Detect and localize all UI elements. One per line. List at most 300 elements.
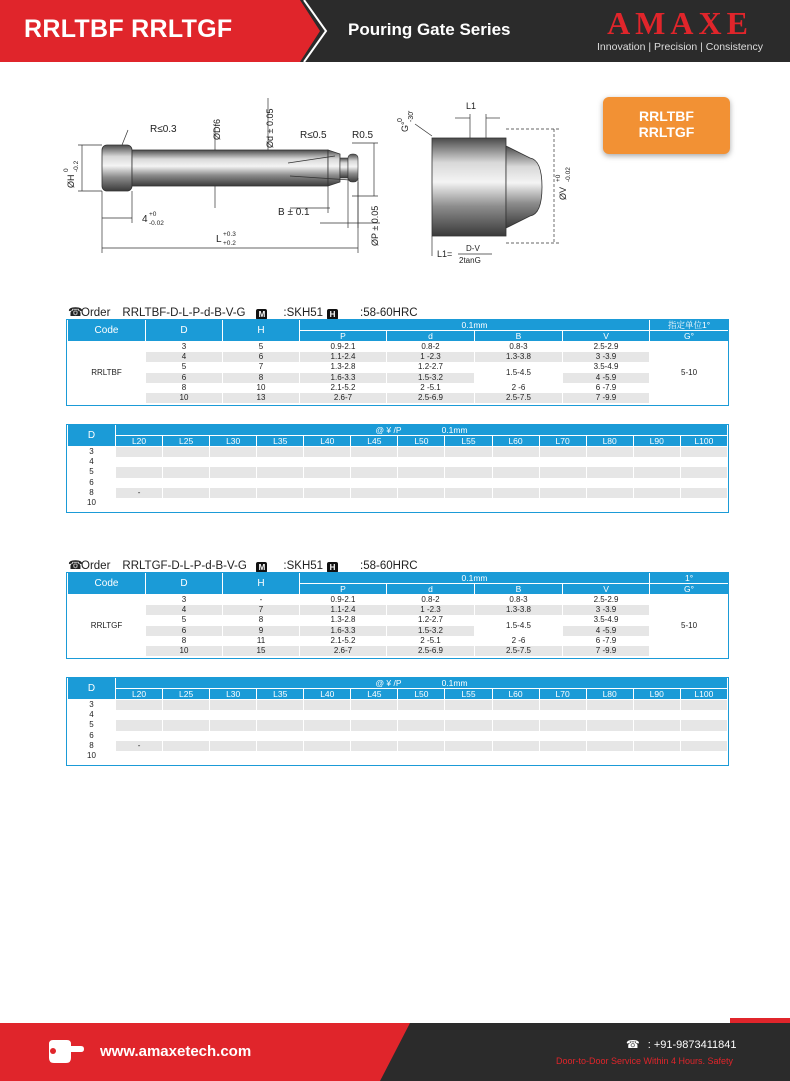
code-cell: RRLTGF: [68, 595, 146, 657]
length-col-l55: L55: [445, 436, 492, 447]
formula-lhs: L1=: [437, 249, 453, 259]
price-cell: [680, 731, 727, 741]
website-link[interactable]: www.amaxetech.com: [100, 1043, 252, 1060]
cell-d: 8: [68, 488, 116, 498]
price-cell: [304, 498, 351, 508]
price-cell: [210, 720, 257, 730]
price-cell: [492, 498, 539, 508]
price-cell: [445, 710, 492, 720]
col-v: V: [563, 584, 650, 595]
unit-header: 0.1mm: [300, 573, 650, 584]
price-cell: [398, 751, 445, 761]
price-cell: [539, 498, 586, 508]
price-cell: [351, 467, 398, 477]
price-cell: [539, 710, 586, 720]
table-row: [68, 352, 729, 362]
price-cell: [304, 488, 351, 498]
cell-h: 7: [223, 605, 300, 615]
table-row: [68, 626, 729, 636]
price-cell: [539, 457, 586, 467]
price-cell: [539, 467, 586, 477]
order-code: RRLTGF-D-L-P-d-B-V-G: [122, 560, 247, 572]
length-col-l60: L60: [492, 689, 539, 700]
price-cell: [163, 741, 210, 751]
price-cell: [398, 457, 445, 467]
page-title: RRLTBF RRLTGF: [24, 15, 233, 43]
price-cell: [492, 478, 539, 488]
price-cell: [210, 741, 257, 751]
cell-dd: 2 -5.1: [387, 636, 475, 646]
cell-dd: 0.8-2: [387, 595, 475, 606]
length-col-l25: L25: [163, 689, 210, 700]
price-cell: -: [116, 741, 163, 751]
length-col-l20: L20: [116, 436, 163, 447]
price-cell: [351, 488, 398, 498]
price-cell: [445, 447, 492, 458]
price-cell: [398, 710, 445, 720]
table-row: [68, 467, 728, 477]
cell-d: 4: [68, 457, 116, 467]
price-cell: [586, 741, 633, 751]
price-cell: [163, 478, 210, 488]
price-cell: [445, 741, 492, 751]
price-cell: [492, 731, 539, 741]
cell-d: 5: [146, 362, 223, 372]
code-cell: RRLTBF: [68, 342, 146, 404]
price-cell: [680, 720, 727, 730]
col-d: D: [68, 425, 116, 447]
dim-4-sup: +0: [149, 211, 157, 218]
cell-d: 8: [68, 741, 116, 751]
series-name: Pouring Gate Series: [348, 20, 511, 39]
col-b: B: [475, 331, 563, 342]
cell-h: 5: [223, 342, 300, 353]
price-cell: [492, 488, 539, 498]
dim-v-sub: -0.02: [565, 167, 572, 182]
technical-drawing: [60, 88, 590, 273]
dim-p: ØP ± 0.05: [370, 205, 380, 246]
price-cell: [163, 710, 210, 720]
dim-h-sub: -0.2: [73, 160, 80, 172]
dim-v: ØV: [558, 186, 568, 200]
formula-denominator: 2tanG: [459, 256, 481, 265]
cell-d: 10: [146, 393, 223, 403]
col-g: G°: [650, 584, 729, 595]
price-cell: [210, 478, 257, 488]
cell-b: 1.3-3.8: [475, 605, 563, 615]
price-cell: [445, 751, 492, 761]
price-cell: [680, 700, 727, 711]
price-cell: [586, 488, 633, 498]
cell-d: 6: [146, 373, 223, 383]
cell-b: 1.3-3.8: [475, 352, 563, 362]
cell-p: 0.9-2.1: [300, 595, 387, 606]
gate-end-view: [432, 138, 542, 236]
price-cell: [163, 751, 210, 761]
g-cell: 5-10: [650, 342, 729, 404]
price-cell: [445, 467, 492, 477]
brand-name: AMAXE: [607, 5, 753, 41]
phone-contact[interactable]: [626, 1038, 737, 1051]
cell-dd: 1.5-3.2: [387, 626, 475, 636]
order-label: Order: [81, 560, 111, 572]
price-cell: [257, 751, 304, 761]
price-cell: [116, 498, 163, 508]
col-code: Code: [68, 320, 146, 342]
length-col-l35: L35: [257, 689, 304, 700]
price-cell: [539, 478, 586, 488]
price-cell: [633, 710, 680, 720]
length-col-l80: L80: [586, 689, 633, 700]
col-g: G°: [650, 331, 729, 342]
cell-d: 3: [68, 447, 116, 458]
unit-header-2: 指定单位1°: [650, 320, 729, 331]
price-cell: [492, 741, 539, 751]
cell-b: 2 -6: [475, 383, 563, 393]
price-cell: [445, 498, 492, 508]
price-cell: [351, 498, 398, 508]
table-row: [68, 457, 728, 467]
price-cell: [210, 488, 257, 498]
price-cell: [586, 700, 633, 711]
price-cell: [163, 720, 210, 730]
price-cell: [586, 498, 633, 508]
dim-g-zero: 0: [397, 118, 404, 122]
length-unit-label: 0.1mm: [441, 425, 468, 435]
price-cell: [586, 467, 633, 477]
price-cell: [398, 498, 445, 508]
price-cell: [445, 731, 492, 741]
price-cell: [445, 457, 492, 467]
length-col-l70: L70: [539, 436, 586, 447]
cell-v: 6 -7.9: [563, 636, 650, 646]
cell-v: 3 -3.9: [563, 605, 650, 615]
dim-l-sub: +0.2: [223, 240, 236, 247]
price-cell: [680, 751, 727, 761]
order-code: RRLTBF-D-L-P-d-B-V-G: [122, 307, 246, 319]
telephone-icon: ☎: [626, 1039, 640, 1051]
price-cell: [398, 447, 445, 458]
price-cell: [257, 457, 304, 467]
price-cell: [304, 467, 351, 477]
table-row: [68, 447, 728, 458]
length-unit-label: 0.1mm: [441, 678, 468, 688]
length-col-l100: L100: [680, 436, 727, 447]
price-cell: [304, 710, 351, 720]
col-d-small: d: [387, 584, 475, 595]
service-slogan: Door-to-Door Service Within 4 Hours. Safety: [556, 1056, 734, 1066]
price-cell: [210, 498, 257, 508]
pin-side-view: [102, 145, 358, 191]
col-p: P: [300, 584, 387, 595]
table-row: [68, 751, 728, 761]
table-row: [68, 478, 728, 488]
length-col-l90: L90: [633, 436, 680, 447]
price-cell: [210, 467, 257, 477]
col-h: H: [223, 573, 300, 595]
price-cell: [116, 751, 163, 761]
cell-dd: 0.8-2: [387, 342, 475, 353]
cell-v: 2.5-2.9: [563, 342, 650, 353]
cell-dd: 1.2-2.7: [387, 615, 475, 625]
price-cell: [398, 720, 445, 730]
cell-h: 6: [223, 352, 300, 362]
table-row: [68, 720, 728, 730]
cell-d: 10: [146, 646, 223, 656]
cell-b: 2.5-7.5: [475, 393, 563, 403]
col-p: P: [300, 331, 387, 342]
unit-header-2: 1°: [650, 573, 729, 584]
price-cell: [633, 457, 680, 467]
price-cell: [351, 710, 398, 720]
length-col-l70: L70: [539, 689, 586, 700]
price-cell: [633, 700, 680, 711]
cell-v: 7 -9.9: [563, 393, 650, 403]
price-cell: [680, 447, 727, 458]
cell-p: 1.3-2.8: [300, 362, 387, 372]
price-cell: [539, 731, 586, 741]
hardness-icon: H: [327, 309, 338, 320]
cell-v: 4 -5.9: [563, 626, 650, 636]
cell-h: -: [223, 595, 300, 606]
cell-p: 0.9-2.1: [300, 342, 387, 353]
table-row: [68, 362, 729, 372]
cell-v: 7 -9.9: [563, 646, 650, 656]
cell-p: 2.1-5.2: [300, 636, 387, 646]
spec-table-2: [67, 572, 729, 656]
table-row: [68, 383, 729, 393]
dim-r05b: R0.5: [352, 130, 374, 141]
length-col-l45: L45: [351, 689, 398, 700]
table-row: [68, 615, 729, 625]
price-cell: [163, 457, 210, 467]
price-cell: [304, 700, 351, 711]
cell-d: 5: [68, 720, 116, 730]
length-col-l100: L100: [680, 689, 727, 700]
table-row: [68, 498, 728, 508]
price-cell: [257, 720, 304, 730]
col-v: V: [563, 331, 650, 342]
price-cell: [633, 741, 680, 751]
cell-d: 5: [146, 615, 223, 625]
price-cell: [633, 720, 680, 730]
spec-table-1: [67, 319, 729, 403]
length-col-l45: L45: [351, 436, 398, 447]
cell-b: 1.5-4.5: [475, 615, 563, 636]
cell-p: 2.6-7: [300, 646, 387, 656]
cell-d: 4: [146, 605, 223, 615]
price-cell: [398, 731, 445, 741]
price-cell: [492, 457, 539, 467]
dim-4-sub: -0.02: [149, 220, 164, 227]
g-cell: 5-10: [650, 595, 729, 657]
dim-df6: ØDf6: [212, 118, 222, 140]
phone-icon: ☎: [68, 305, 83, 319]
hardness-icon: H: [327, 562, 338, 573]
cell-d: 6: [146, 626, 223, 636]
price-cell: [492, 751, 539, 761]
price-cell: [163, 467, 210, 477]
price-cell: [586, 731, 633, 741]
cell-dd: 2.5-6.9: [387, 646, 475, 656]
cell-v: 4 -5.9: [563, 373, 650, 383]
price-cell: [492, 720, 539, 730]
cell-d: 10: [68, 751, 116, 761]
formula-numerator: D-V: [466, 244, 480, 253]
price-cell: [351, 447, 398, 458]
price-cell: [398, 478, 445, 488]
length-col-l55: L55: [445, 689, 492, 700]
price-cell: [163, 447, 210, 458]
badge-line-2: RRLTGF: [638, 124, 695, 140]
material: :SKH51: [283, 560, 324, 572]
price-cell: [633, 731, 680, 741]
price-cell: [257, 467, 304, 477]
price-cell: [398, 488, 445, 498]
cell-d: 3: [68, 700, 116, 711]
price-cell: [116, 720, 163, 730]
table-row: [68, 636, 729, 646]
price-cell: [163, 488, 210, 498]
price-cell: [633, 447, 680, 458]
table-row: [68, 488, 728, 498]
brand-tagline: Innovation | Precision | Consistency: [597, 41, 763, 53]
price-cell: [680, 741, 727, 751]
cell-v: 2.5-2.9: [563, 595, 650, 606]
price-cell: [680, 488, 727, 498]
price-cell: [304, 447, 351, 458]
price-cell: [210, 700, 257, 711]
cell-d: 8: [146, 636, 223, 646]
cell-d: 5: [68, 467, 116, 477]
price-cell: [304, 731, 351, 741]
price-cell: [445, 488, 492, 498]
price-cell: [257, 700, 304, 711]
table-row: [68, 342, 729, 353]
price-unit-label: @ ¥ /P: [375, 678, 402, 688]
col-d: D: [146, 320, 223, 342]
price-header: [116, 425, 728, 436]
cell-p: 1.1-2.4: [300, 605, 387, 615]
price-cell: [351, 720, 398, 730]
price-cell: [586, 447, 633, 458]
col-code: Code: [68, 573, 146, 595]
price-cell: [492, 710, 539, 720]
col-d: D: [68, 678, 116, 700]
price-unit-label: @ ¥ /P: [375, 425, 402, 435]
price-table-2: [67, 677, 728, 761]
dim-4: 4: [142, 214, 148, 225]
price-cell: [398, 467, 445, 477]
col-d-small: d: [387, 331, 475, 342]
cell-d: 4: [68, 710, 116, 720]
material-icon: M: [256, 309, 267, 320]
cell-h: 13: [223, 393, 300, 403]
cell-p: 2.1-5.2: [300, 383, 387, 393]
length-col-l35: L35: [257, 436, 304, 447]
price-cell: [539, 741, 586, 751]
price-cell: [351, 741, 398, 751]
price-cell: [398, 700, 445, 711]
price-cell: [539, 488, 586, 498]
dim-r05a: R≤0.5: [300, 130, 327, 141]
cell-v: 3 -3.9: [563, 352, 650, 362]
dim-g: G°: [400, 121, 410, 132]
order-label: Order: [81, 307, 111, 319]
price-cell: [257, 498, 304, 508]
price-cell: [680, 478, 727, 488]
col-b: B: [475, 584, 563, 595]
price-cell: [492, 467, 539, 477]
brand-logo[interactable]: [585, 6, 775, 53]
length-col-l30: L30: [210, 436, 257, 447]
material: :SKH51: [283, 307, 324, 319]
price-cell: [116, 731, 163, 741]
length-col-l50: L50: [398, 436, 445, 447]
cell-dd: 1 -2.3: [387, 352, 475, 362]
phone-icon: ☎: [68, 558, 83, 572]
cell-p: 1.6-3.3: [300, 373, 387, 383]
price-cell: [163, 731, 210, 741]
table-row: [68, 731, 728, 741]
cell-h: 9: [223, 626, 300, 636]
length-col-l40: L40: [304, 689, 351, 700]
price-cell: [586, 720, 633, 730]
phone-number: : +91-9873411841: [647, 1039, 737, 1051]
badge-line-1: RRLTBF: [639, 108, 694, 124]
table-row: [68, 700, 728, 711]
price-cell: [116, 478, 163, 488]
price-cell: [633, 751, 680, 761]
cell-b: 1.5-4.5: [475, 362, 563, 383]
col-h: H: [223, 320, 300, 342]
cell-dd: 1 -2.3: [387, 605, 475, 615]
cell-d: 3: [146, 595, 223, 606]
price-cell: [633, 467, 680, 477]
cell-p: 2.6-7: [300, 393, 387, 403]
cell-h: 15: [223, 646, 300, 656]
material-icon: M: [256, 562, 267, 573]
cell-v: 3.5-4.9: [563, 362, 650, 372]
dim-g-neg: -30': [408, 110, 415, 122]
price-cell: [257, 488, 304, 498]
price-cell: [539, 700, 586, 711]
hardness: :58-60HRC: [360, 560, 418, 572]
price-cell: [351, 700, 398, 711]
price-cell: [539, 720, 586, 730]
dim-l: L: [216, 234, 222, 245]
cell-b: 2.5-7.5: [475, 646, 563, 656]
price-cell: [586, 710, 633, 720]
price-cell: [210, 710, 257, 720]
price-cell: [445, 720, 492, 730]
price-cell: [116, 447, 163, 458]
cell-d: 4: [146, 352, 223, 362]
cell-h: 7: [223, 362, 300, 372]
price-cell: [351, 731, 398, 741]
cell-h: 11: [223, 636, 300, 646]
cell-p: 1.6-3.3: [300, 626, 387, 636]
cell-dd: 2.5-6.9: [387, 393, 475, 403]
price-cell: [539, 447, 586, 458]
table-row: [68, 710, 728, 720]
price-cell: [633, 488, 680, 498]
price-cell: [445, 478, 492, 488]
cell-d: 6: [68, 731, 116, 741]
model-badge: [603, 97, 730, 154]
price-cell: [351, 478, 398, 488]
price-cell: [304, 457, 351, 467]
